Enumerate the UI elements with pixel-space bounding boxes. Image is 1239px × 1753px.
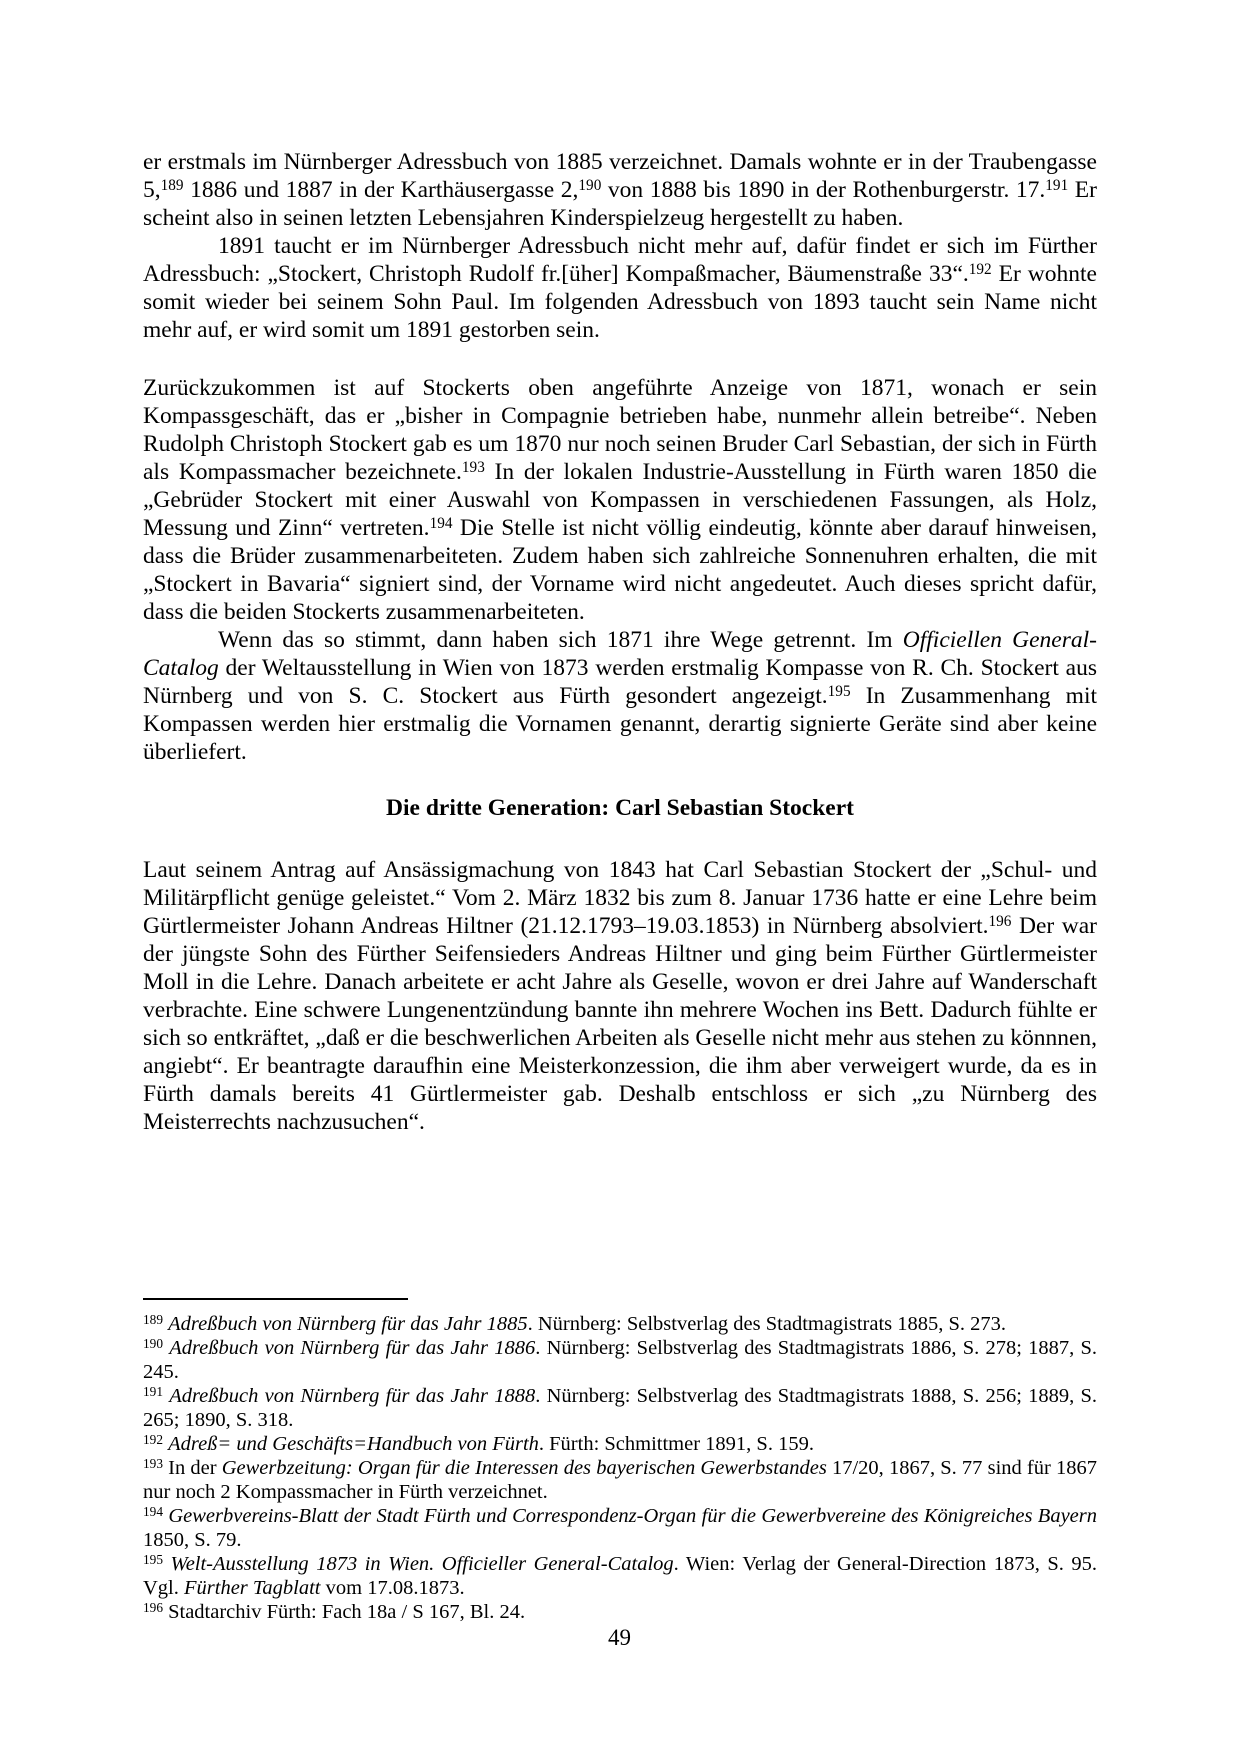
text-run: von 1888 bis 1890 in der Rothenburgerstr. 17. xyxy=(601,177,1046,203)
footnote-number: 190 xyxy=(143,1336,163,1352)
text-run: . Nürnberg: Selbstverlag des Stadtmagistrats 1888, S. 256; 1889, S. 265; 1890, S. 318. xyxy=(143,1385,1098,1431)
footnote-item xyxy=(143,1336,1097,1384)
italic-text: Fürther Tagblatt xyxy=(184,1577,321,1599)
text-run: . Nürnberg: Selbstverlag des Stadtmagistrats 1886, S. 278; 1887, S. 245. xyxy=(143,1337,1098,1383)
text-run: Die Stelle ist nicht völlig eindeutig, könnte aber darauf hinweisen, dass die Brüder zusammenarbeiteten. Zudem haben sich zahlreiche Sonnenuhren erhalten, die mit „Stockert in Bavaria“ signiert sind, der Vorname wird nicht angedeutet. Auch dieses spricht dafür, dass die beiden Stockerts zusammenarbeiteten. xyxy=(143,515,1097,625)
footnote-ref: 191 xyxy=(1045,177,1069,195)
italic-text: Welt-Ausstellung 1873 in Wien. Officieller General-Catalog xyxy=(170,1553,674,1575)
text-run: Er wohnte somit wieder bei seinem Sohn Paul. Im folgenden Adressbuch von 1893 taucht sein Name nicht mehr auf, er wird somit um 1891 gestorben sein. xyxy=(143,261,1097,343)
footnote-number: 191 xyxy=(143,1384,163,1400)
text-run: Der war der jüngste Sohn des Fürther Seifensieders Andreas Hiltner und ging beim Fürther Gürtlermeister Moll in die Lehre. Danach arbeitete er acht Jahre als Geselle, wovon er drei Jahre auf Wanderschaft verbrachte. Eine schwere Lungenentzündung bannte ihn mehrere Wochen ins Bett. Dadurch fühlte er sich so entkräftet, „daß er die beschwerlichen Arbeiten als Geselle nicht mehr aus stehen zu könnnen, angiebt“. Er beantragte daraufhin eine Meisterkonzession, die ihm aber verweigert wurde, da es in Fürth damals bereits 41 Gürtlermeister gab. Deshalb entschloss er sich „zu Nürnberg des Meisterrechts nachzusuchen“. xyxy=(143,913,1097,1135)
body-paragraph xyxy=(143,374,1097,626)
footnote-item xyxy=(143,1312,1097,1336)
text-run: Wenn das so stimmt, dann haben sich 1871 ihre Wege getrennt. Im xyxy=(218,627,903,653)
footnote-ref: 193 xyxy=(461,459,485,477)
italic-text: Adreß= und Geschäfts=Handbuch von Fürth xyxy=(168,1433,539,1455)
footnote-ref: 190 xyxy=(578,177,602,195)
footnote-number: 196 xyxy=(143,1600,163,1616)
footnote-item xyxy=(143,1504,1097,1552)
text-run: In Zusammenhang mit Kompassen werden hier erstmalig die Vornamen genannt, derartig signierte Geräte sind aber keine überliefert. xyxy=(143,683,1097,765)
text-run: In der xyxy=(168,1457,222,1479)
text-run: er erstmals im Nürnberger Adressbuch von 1885 verzeichnet. Damals wohnte er in der Traubengasse 5, xyxy=(143,149,1097,203)
italic-text: Adreßbuch von Nürnberg für das Jahr 1886 xyxy=(169,1337,536,1359)
text-run: 1886 und 1887 in der Karthäusergasse 2, xyxy=(183,177,579,203)
footnote-ref: 194 xyxy=(429,515,453,533)
text-run: Er scheint also in seinen letzten Lebensjahren Kinderspielzeug hergestellt zu haben. xyxy=(143,177,1097,231)
page-number: 49 xyxy=(608,1625,631,1650)
footnote-separator xyxy=(143,1298,408,1300)
text-run: der Weltausstellung in Wien von 1873 werden erstmalig Kompasse von R. Ch. Stockert aus Nürnberg und von S. C. Stockert aus Fürth gesondert angezeigt. xyxy=(143,655,1097,709)
text-run: . Wien: Verlag der General-Direction 1873, S. 95. Vgl. xyxy=(143,1553,1098,1599)
text-run: vom 17.08.1873. xyxy=(320,1577,465,1599)
footnote-number: 192 xyxy=(143,1432,163,1448)
text-run: 1891 taucht er im Nürnberger Adressbuch nicht mehr auf, dafür findet er sich im Fürther Adressbuch: „Stockert, Christoph Rudolf fr.[üher] Kompaßmacher, Bäumenstraße 33“. xyxy=(143,233,1097,287)
body-paragraph xyxy=(143,232,1097,344)
footnote-item xyxy=(143,1432,1097,1456)
footnote-number: 195 xyxy=(143,1552,163,1568)
italic-text: Gewerbvereins-Blatt der Stadt Fürth und Correspondenz-Organ für die Gewerbvereine des Königreiches Bayern xyxy=(168,1505,1097,1527)
footnote-number: 193 xyxy=(143,1456,163,1472)
footnote-ref: 192 xyxy=(968,261,992,279)
text-run: In der lokalen Industrie-Ausstellung in Fürth waren 1850 die „Gebrüder Stockert mit einer Auswahl von Kompassen in verschiedenen Fassungen, als Holz, Messung und Zinn“ vertreten. xyxy=(143,459,1097,541)
text-run: Zurückzukommen ist auf Stockerts oben angeführte Anzeige von 1871, wonach er sein Kompassgeschäft, das er „bisher in Compagnie betrieben habe, nunmehr allein betreibe“. Neben Rudolph Christoph Stockert gab es um 1870 nur noch seinen Bruder Carl Sebastian, der sich in Fürth als Kompassmacher bezeichnete. xyxy=(143,375,1097,485)
italic-text: Gewerbzeitung: Organ für die Interessen des bayerischen Gewerbstandes xyxy=(221,1457,827,1479)
footnote-item xyxy=(143,1552,1097,1600)
body-paragraph xyxy=(143,148,1097,232)
footnote-item xyxy=(143,1384,1097,1432)
body-text xyxy=(143,148,1097,1136)
footnote-ref: 189 xyxy=(160,177,184,195)
footnote-number: 189 xyxy=(143,1312,163,1328)
text-run: . Fürth: Schmittmer 1891, S. 159. xyxy=(538,1433,814,1455)
body-paragraph xyxy=(143,856,1097,1136)
footnotes xyxy=(143,1312,1097,1624)
footnote-number: 194 xyxy=(143,1504,163,1520)
footnote-item xyxy=(143,1600,1097,1624)
text-run: . Nürnberg: Selbstverlag des Stadtmagistrats 1885, S. 273. xyxy=(527,1313,1007,1335)
footnote-ref: 196 xyxy=(988,913,1012,931)
italic-text: Adreßbuch von Nürnberg für das Jahr 1885 xyxy=(168,1313,528,1335)
text-run: 1850, S. 79. xyxy=(143,1529,242,1551)
italic-text: Officiellen General-Catalog xyxy=(143,627,1097,681)
footnote-ref: 195 xyxy=(827,683,851,701)
footnote-item xyxy=(143,1456,1097,1504)
text-run: Stadtarchiv Fürth: Fach 18a / S 167, Bl. 24. xyxy=(168,1601,526,1623)
body-paragraph xyxy=(143,626,1097,766)
text-run: Laut seinem Antrag auf Ansässigmachung von 1843 hat Carl Sebastian Stockert der „Schul- und Militärpflicht genüge geleistet.“ Vom 2. März 1832 bis zum 8. Januar 1736 hatte er eine Lehre beim Gürtlermeister Johann Andreas Hiltner (21.12.1793–19.03.1853) in Nürnberg absolviert. xyxy=(143,857,1097,939)
text-run: 17/20, 1867, S. 77 sind für 1867 nur noch 2 Kompassmacher in Fürth verzeichnet. xyxy=(143,1457,1097,1503)
italic-text: Adreßbuch von Nürnberg für das Jahr 1888 xyxy=(169,1385,536,1407)
section-heading: Die dritte Generation: Carl Sebastian Stockert xyxy=(386,795,854,821)
